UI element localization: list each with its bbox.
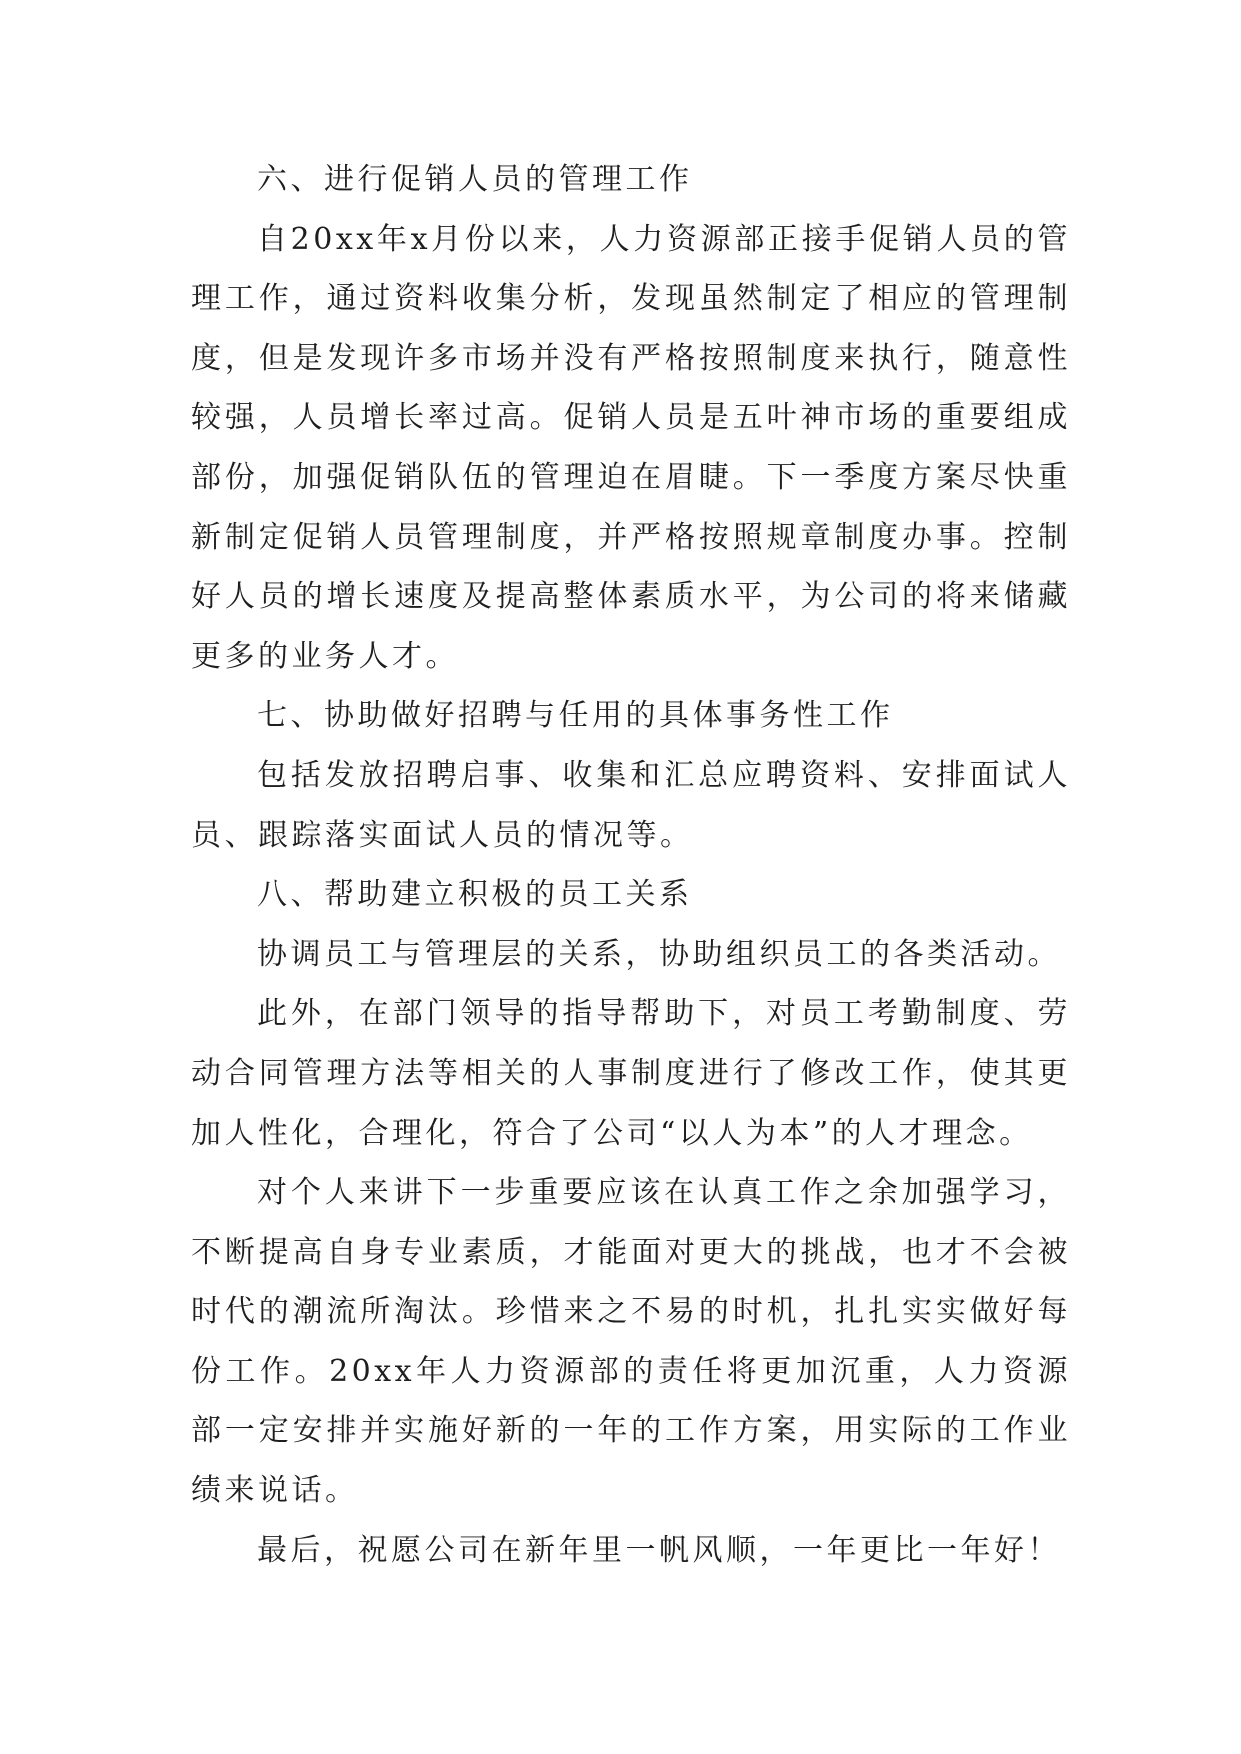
paragraph-employee-relations: 协调员工与管理层的关系，协助组织员工的各类活动。 [257, 936, 1061, 972]
paragraph-recruitment: 包括发放招聘启事、收集和汇总应聘资料、安排面试人员、跟踪落实面试人员的情况等。 [191, 757, 1071, 853]
paragraph-promotion-management: 自20xx年x月份以来，人力资源部正接手促销人员的管理工作，通过资料收集分析，发现虽然制定了相应的管理制度，但是发现许多市场并没有严格按照制度来执行，随意性较强，人员增长率过高。促销人员是五叶神市场的重要组成部份，加强促销队伍的管理迫在眉睫。下一季度方案尽快重新制定促销人员管理制度，并严格按照规章制度办事。控制好人员的增长速度及提高整体素质水平，为公司的将来储藏更多的业务人才。 [191, 221, 1071, 674]
section-heading-six: 六、进行促销人员的管理工作 [257, 162, 693, 197]
document-body [191, 150, 1071, 1580]
section-heading-eight: 八、帮助建立积极的员工关系 [257, 877, 693, 913]
section-heading-seven: 七、协助做好招聘与任用的具体事务性工作 [257, 698, 894, 734]
paragraph-personal-plan: 对个人来讲下一步重要应该在认真工作之余加强学习，不断提高自身专业素质，才能面对更大的挑战，也才不会被时代的潮流所淘汰。珍惜来之不易的时机，扎扎实实做好每份工作。20xx年人力资源部的责任将更加沉重，人力资源部一定安排并实施好新的一年的工作方案，用实际的工作业绩来说话。 [191, 1175, 1071, 1509]
paragraph-policy-revision: 此外，在部门领导的指导帮助下，对员工考勤制度、劳动合同管理方法等相关的人事制度进行了修改工作，使其更加人性化，合理化，符合了公司“以人为本”的人才理念。 [191, 996, 1071, 1151]
paragraph-closing-wish: 最后，祝愿公司在新年里一帆风顺，一年更比一年好！ [257, 1532, 1061, 1568]
